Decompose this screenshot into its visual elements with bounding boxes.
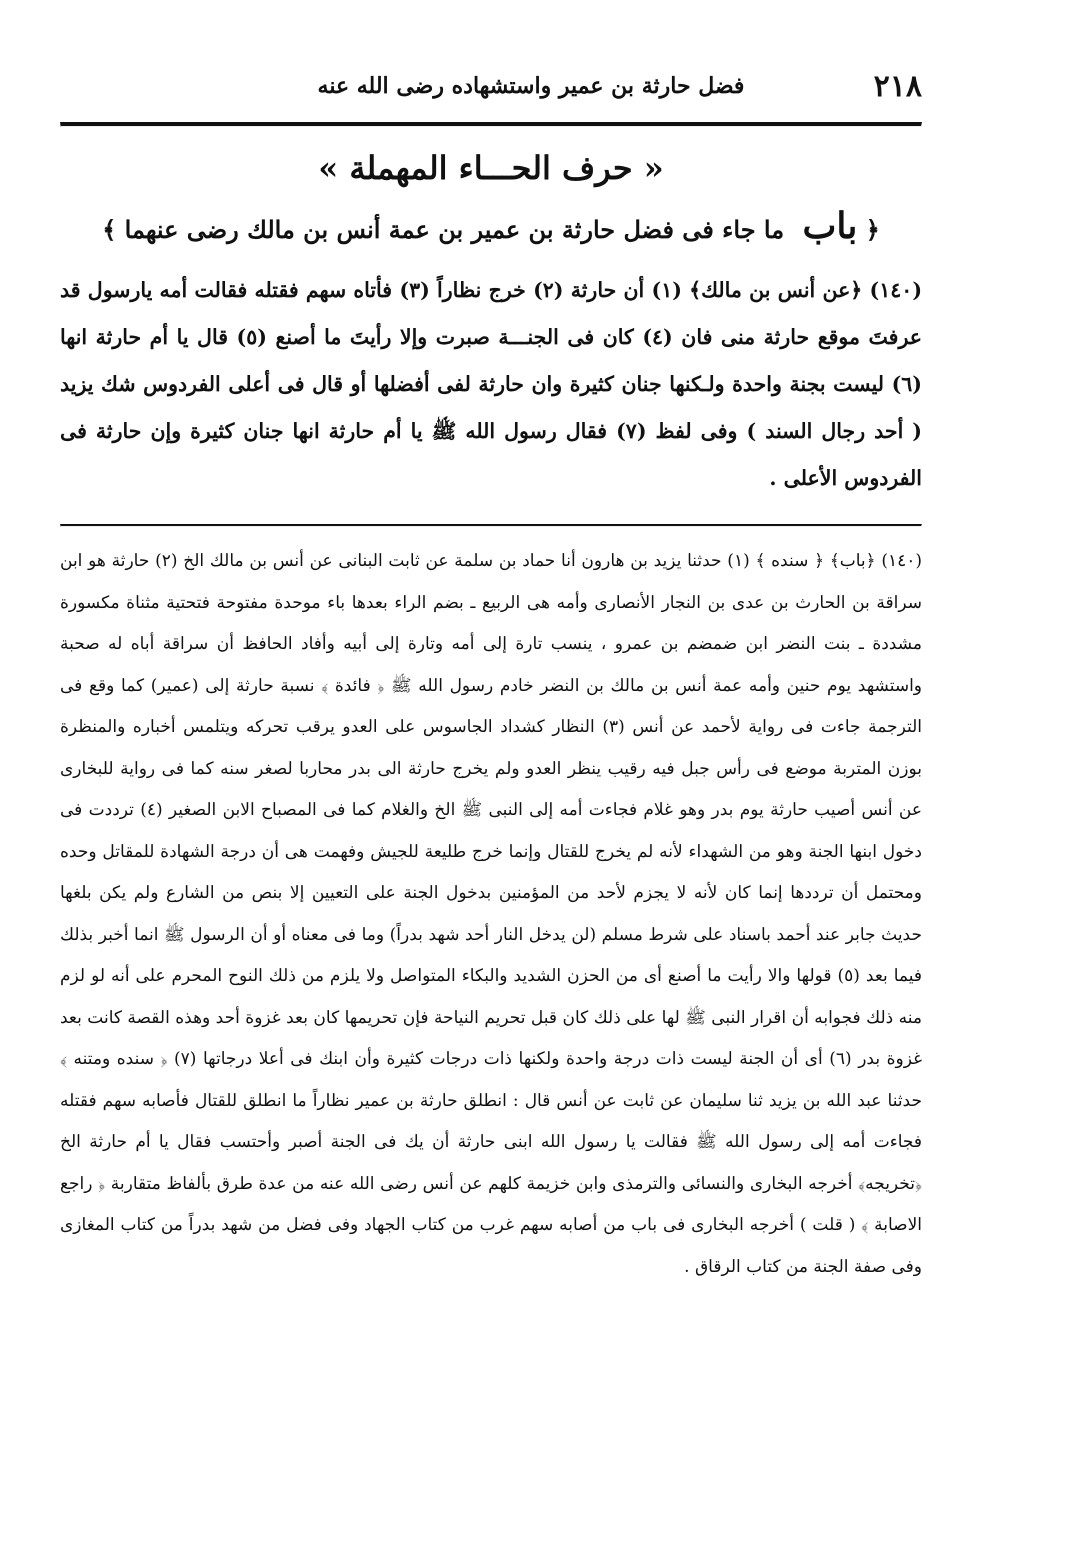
chapter-title: « حرف الحـــاء المهملة »	[318, 149, 664, 187]
bab-word: باب	[802, 205, 858, 247]
page-number: ٢١٨	[873, 68, 922, 104]
bab-title-text: ما جاء فى فضل حارثة بن عمير بن عمة أنس بن مالك رضى عنهما	[124, 215, 785, 244]
page-header	[60, 50, 922, 122]
bab-open-bracket: ﴿	[865, 215, 880, 244]
section-rule	[60, 524, 922, 527]
header-rule	[60, 122, 922, 127]
running-title: فضل حارثة بن عمير واستشهاده رضى الله عنه	[317, 73, 745, 99]
hadith-text: (١٤٠) ﴿عن أنس بن مالك﴾ (١) أن حارثة (٢) خرج نظاراً (٣) فأتاه سهم فقتله فقالت أمه يارسول قد عرفتَ موقع حارثة منى فان (٤) كان فى الجنـــة صبرت وإلا رأيتَ ما أصنع (٥) قال يا أم حارثة انها (٦) ليست بجنة واحدة ولـكنها جنان كثيرة وان حارثة لفى أفضلها أو قال فى أعلى الفردوس شك يزيد ( أحد رجال السند ) وفى لفظ (٧) فقال رسول الله ﷺ يا أم حارثة انها جنان كثيرة وإن حارثة فى الفردوس الأعلى .	[60, 278, 923, 490]
page	[60, 50, 922, 1288]
bab-close-bracket: ﴾	[102, 215, 117, 244]
bab-title	[60, 205, 922, 247]
commentary-text: (١٤٠) ﴿باب﴾ ﴿ سنده ﴾ (١) حدثنا يزيد بن هارون أنا حماد بن سلمة عن ثابت البنانى عن أنس بن مالك الخ (٢) حارثة هو ابن سراقة بن الحارث بن عدى بن النجار الأنصارى وأمه هى الربيع ـ بضم الراء بعدها باء موحدة مفتوحة فتحتية مثناة مكسورة مشددة ـ بنت النضر ابن ضمضم بن عمرو ، ينسب تارة إلى أمه وتارة إلى أبيه وأفاد الحافظ أن سراقة أباه له صحبة واستشهد يوم حنين وأمه عمة أنس بن مالك بن النضر خادم رسول الله ﷺ ﴿ فائدة ﴾ نسبة حارثة إلى (عمير) كما وقع فى الترجمة جاءت فى رواية لأحمد عن أنس (٣) النظار كشداد الجاسوس على العدو يرقب تحركه ويتلمس أخباره والمنظرة بوزن المتربة موضع فى رأس جبل فيه رقيب ينظر العدو ولم يخرج حارثة الى بدر محاربا لصغر سنه كما فى رواية للبخارى عن أنس أصيب حارثة يوم بدر وهو غلام فجاءت أمه إلى النبى ﷺ الخ والغلام كما فى المصباح الابن الصغير (٤) ترددت فى دخول ابنها الجنة وهو من الشهداء لأنه لم يخرج للقتال وإنما خرج طليعة للجيش وفهمت هى أن درجة الشهادة للمقاتل وحده ومحتمل أن ترددها إنما كان لأنه لا يجزم لأحد من المؤمنين بدخول الجنة على التعيين إلا بنص من الشارع ولم يكن بلغها حديث جابر عند أحمد باسناد على شرط مسلم (لن يدخل النار أحد شهد بدراً) وما فى معناه أو أن الرسول ﷺ انما أخبر بذلك فيما بعد (٥) قولها والا رأيت ما أصنع أى من الحزن الشديد والبكاء المتواصل ولا يلزم من ذلك النوح المحرم على أنه لو لزم منه ذلك فجوابه أن اقرار النبى ﷺ لها على ذلك كان قبل تحريم النياحة فإن تحريمها كان بعد غزوة أحد وهذه القصة كانت بعد غزوة بدر (٦) أى أن الجنة ليست ذات درجة واحدة ولكنها ذات درجات كثيرة وأن ابنك فى أعلا درجاتها (٧) ﴿ سنده ومتنه ﴾ حدثنا عبد الله بن يزيد ثنا سليمان عن ثابت عن أنس قال : انطلق حارثة بن عمير نظاراً ما انطلق للقتال فأصابه سهم فقتله فجاءت أمه إلى رسول الله ﷺ فقالت يا رسول الله ابنى حارثة أن يك فى الجنة أصبر وأحتسب فقال يا أم حارثة الخ ﴿تخريجه﴾ أخرجه البخارى والنسائى والترمذى وابن خزيمة كلهم عن أنس رضى الله عنه من عدة طرق بألفاظ متقاربة ﴿ راجع الاصابة ﴾ ( قلت ) أخرجه البخارى فى باب من أصابه سهم غرب من كتاب الجهاد وفى فضل من شهد بدراً من كتاب المغازى وفى صفة الجنة من كتاب الرقاق .	[60, 551, 923, 1277]
